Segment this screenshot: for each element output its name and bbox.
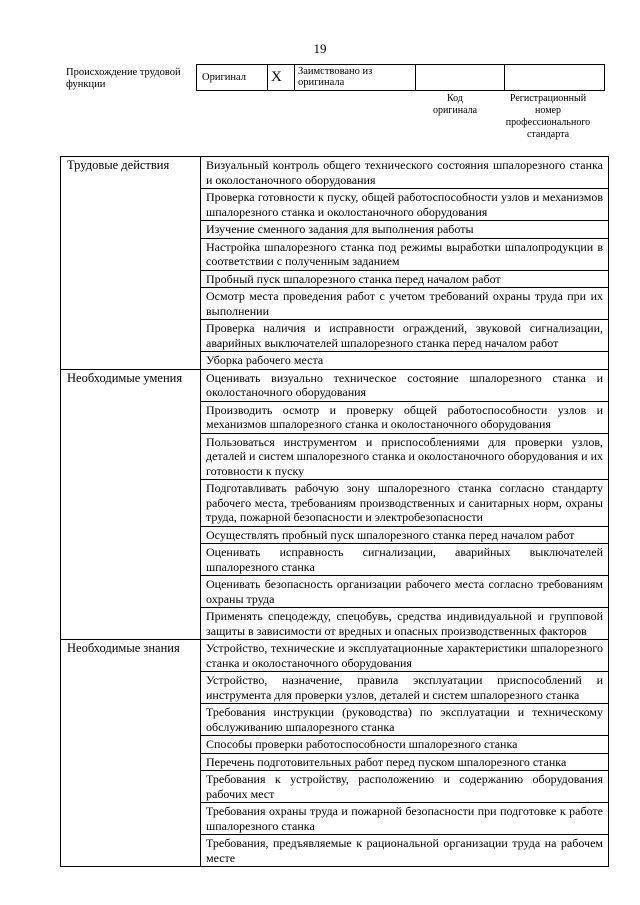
competency-table-body (61, 157, 609, 867)
category-label: Трудовые действия (61, 157, 201, 370)
table-cell: Настройка шпалорезного станка под режимы выработки шпалопродукции в соответствии с полученным заданием (201, 238, 609, 270)
table-cell: Производить осмотр и проверку общей работоспособности узлов и механизмов шпалорезного станка и околостаночного оборудования (201, 401, 609, 433)
table-row (61, 369, 609, 401)
table-cell: Уборка рабочего места (201, 352, 609, 370)
reg-number-cell (505, 65, 605, 91)
borrowed-label: Заимствовано из оригинала (295, 65, 416, 91)
table-cell: Устройство, технические и эксплуатационные характеристики шпалорезного станка и околостаночного оборудования (201, 640, 609, 672)
original-mark: X (268, 65, 295, 91)
table-cell: Визуальный контроль общего технического состояния шпалорезного станка и околостаночного оборудования (201, 157, 609, 189)
table-cell: Осмотр места проведения работ с учетом требований охраны труда при их выполнении (201, 288, 609, 320)
original-label: Оригинал (197, 65, 268, 91)
table-cell: Требования, предъявляемые к рациональной организации труда на рабочем месте (201, 835, 609, 867)
competency-table (60, 156, 609, 867)
table-cell: Осуществлять пробный пуск шпалорезного станка перед началом работ (201, 526, 609, 544)
table-cell: Пробный пуск шпалорезного станка перед началом работ (201, 270, 609, 288)
table-cell: Требования охраны труда и пожарной безопасности при подготовке к работе шпалорезного станка (201, 803, 609, 835)
table-cell: Проверка готовности к пуску, общей работоспособности узлов и механизмов шпалорезного станка и околостаночного оборудования (201, 189, 609, 221)
table-cell: Пользоваться инструментом и приспособлениями для проверки узлов, деталей и систем шпалорезного станка и околостаночного оборудования и их готовности к пуску (201, 433, 609, 480)
page-number: 19 (313, 41, 327, 56)
table-row (61, 157, 609, 189)
table-cell: Устройство, назначение, правила эксплуатации приспособлений и инструмента для проверки узлов, деталей и систем шпалорезного станка (201, 672, 609, 704)
table-cell: Требования инструкции (руководства) по эксплуатации и техническому обслуживанию шпалорезного станка (201, 704, 609, 736)
origin-table (196, 64, 605, 91)
reg-number-label: Регистрационный номер профессионального стандарта (505, 93, 591, 140)
table-cell: Применять спецодежду, спецобувь, средства индивидуальной и групповой защиты в зависимости от вредных и опасных производственных факторов (201, 608, 609, 640)
table-cell: Перечень подготовительных работ перед пуском шпалорезного станка (201, 753, 609, 771)
origin-label: Происхождение трудовой функции (66, 67, 181, 90)
code-cell (416, 65, 505, 91)
table-row (61, 640, 609, 672)
table-cell: Оценивать исправность сигнализации, аварийных выключателей шпалорезного станка (201, 544, 609, 576)
category-label: Необходимые знания (61, 640, 201, 867)
table-cell: Оценивать безопасность организации рабочего места согласно требованиям охраны труда (201, 576, 609, 608)
table-cell: Оценивать визуально техническое состояние шпалорезного станка и околостаночного оборудования (201, 369, 609, 401)
table-cell: Требования к устройству, расположению и содержанию оборудования рабочих мест (201, 771, 609, 803)
table-cell: Изучение сменного задания для выполнения работы (201, 221, 609, 239)
table-cell: Проверка наличия и исправности ограждений, звуковой сигнализации, аварийных выключателей шпалорезного станка перед началом работ (201, 320, 609, 352)
category-label: Необходимые умения (61, 369, 201, 640)
table-cell: Подготавливать рабочую зону шпалорезного станка согласно стандарту рабочего места, требованиям производственных и санитарных норм, охраны труда, пожарной безопасности и электробезопасности (201, 480, 609, 527)
code-label: Код оригинала (432, 93, 478, 116)
table-cell: Способы проверки работоспособности шпалорезного станка (201, 736, 609, 754)
